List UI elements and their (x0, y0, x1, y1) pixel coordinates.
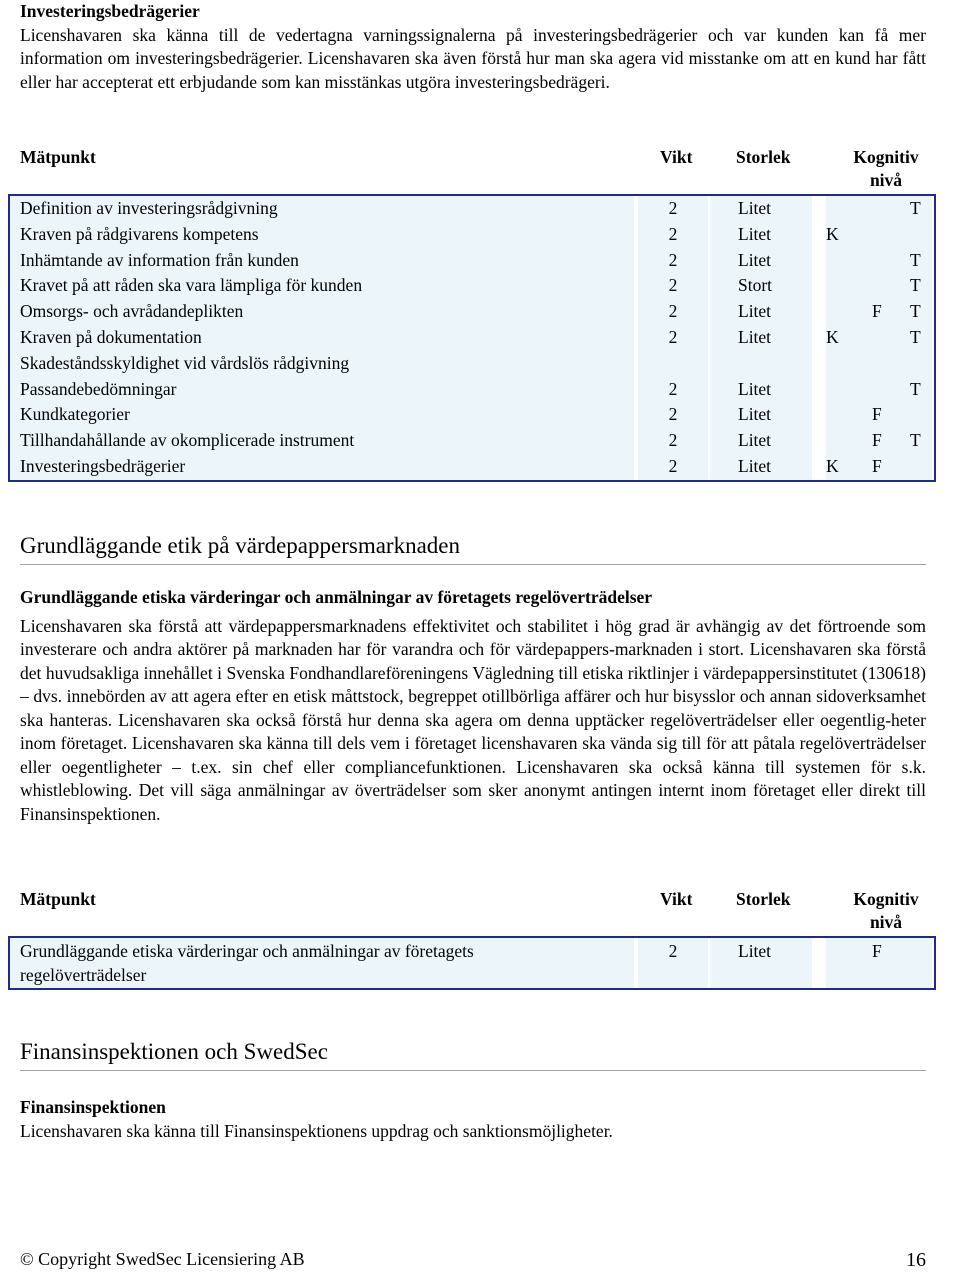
row-label (10, 938, 636, 988)
row-f: F (826, 938, 932, 988)
row-f (872, 351, 892, 377)
row-label: Kravet på att råden ska vara lämpliga för kunden (10, 273, 636, 299)
table-row (10, 377, 934, 403)
section3-text: Licenshavaren ska känna till Finansinspektionens uppdrag och sanktionsmöjligheter. (20, 1120, 613, 1141)
intro-text: Licenshavaren ska känna till de vedertagna varningssignalerna på investeringsbedrägerier och var kunden kan få mer information om investeringsbedrägerier. Licenshavaren ska även förstå hur man ska agera vid misstanke om att en kund har fått eller har accepterat ett erbjudande som kan misstänkas utgöra investeringsbedrägeri. (20, 24, 926, 92)
row-label: Passandebedömningar (10, 377, 636, 403)
header-kognitiv: Kognitiv (853, 147, 919, 167)
row-storlek (710, 351, 812, 377)
row-label: Kraven på rådgivarens kompetens (10, 222, 636, 248)
row-k: K (826, 454, 846, 480)
table-row (10, 222, 934, 248)
row-vikt: 2 (638, 938, 708, 988)
row-f: F (872, 299, 892, 325)
table-row (10, 273, 934, 299)
header-storlek: Storlek (736, 889, 791, 909)
row-vikt: 2 (638, 248, 708, 274)
header-niva: nivå (869, 170, 903, 190)
row-label-line1: Grundläggande etiska värderingar och anmälningar av företagets (20, 941, 474, 961)
row-t (910, 351, 932, 377)
row-t: T (910, 248, 932, 274)
row-t: T (910, 428, 932, 454)
row-vikt: 2 (638, 325, 708, 351)
table-row (10, 299, 934, 325)
row-t (910, 222, 932, 248)
row-label: Inhämtande av information från kunden (10, 248, 636, 274)
row-storlek: Stort (710, 273, 812, 299)
row-t: T (910, 377, 932, 403)
row-f (872, 273, 892, 299)
row-k (826, 299, 846, 325)
row-f (872, 248, 892, 274)
row-vikt: 2 (638, 273, 708, 299)
row-k: K (826, 325, 846, 351)
table-row (10, 428, 934, 454)
header-matpunkt: Mätpunkt (20, 147, 96, 167)
section2-body (20, 586, 926, 826)
table-row (10, 454, 934, 480)
section3-body (20, 1096, 926, 1143)
row-f (872, 325, 892, 351)
row-label: Investeringsbedrägerier (10, 454, 636, 480)
row-storlek: Litet (710, 377, 812, 403)
row-storlek: Litet (710, 454, 812, 480)
row-vikt: 2 (638, 222, 708, 248)
row-f: F (872, 454, 892, 480)
header-kognitiv: Kognitiv (853, 889, 919, 909)
table-row (10, 938, 934, 988)
row-label: Kraven på dokumentation (10, 325, 636, 351)
header-storlek: Storlek (736, 147, 791, 167)
row-f (872, 222, 892, 248)
intro-section (20, 0, 926, 94)
section3-subheading: Finansinspektionen (20, 1097, 166, 1117)
table-row (10, 325, 934, 351)
row-k (826, 273, 846, 299)
row-f (872, 377, 892, 403)
row-label-line2: regelöverträdelser (20, 964, 147, 985)
row-vikt: 2 (638, 196, 708, 222)
intro-heading: Investeringsbedrägerier (20, 1, 200, 21)
row-t (910, 402, 932, 428)
row-t (910, 454, 932, 480)
header-vikt: Vikt (660, 889, 693, 909)
row-storlek: Litet (710, 222, 812, 248)
table-row (10, 351, 934, 377)
row-k (826, 351, 846, 377)
row-storlek: Litet (710, 196, 812, 222)
section-title: Finansinspektionen och SwedSec (20, 1038, 926, 1071)
row-label: Definition av investeringsrådgivning (10, 196, 636, 222)
row-t: T (910, 299, 932, 325)
row-storlek: Litet (710, 325, 812, 351)
row-k (826, 377, 846, 403)
row-vikt: 2 (638, 377, 708, 403)
table2 (8, 936, 936, 990)
row-t: T (910, 325, 932, 351)
row-label: Skadeståndsskyldighet vid vårdslös rådgivning (10, 351, 636, 377)
row-vikt: 2 (638, 454, 708, 480)
header-matpunkt: Mätpunkt (20, 889, 96, 909)
table-row (10, 196, 934, 222)
table-row (10, 402, 934, 428)
row-storlek: Litet (710, 299, 812, 325)
row-storlek: Litet (710, 402, 812, 428)
row-f: F (872, 428, 892, 454)
table-row (10, 248, 934, 274)
row-t: T (910, 273, 932, 299)
row-vikt: 2 (638, 402, 708, 428)
header-niva: nivå (869, 912, 903, 932)
row-vikt (638, 351, 708, 377)
section2-text: Licenshavaren ska förstå att värdepappersmarknadens effektivitet och stabilitet i hög grad är avhängig av det förtroende som investerare och andra aktörer på marknaden har för varandra och för värdepappers-marknaden i stort. Licenshavaren ska förstå det huvudsakliga innehållet i Svenska Fondhandlareföreningens Vägledning till etiska riktlinjer i värdepappersinstitutet (130618) – dvs. innebörden av att agera efter en etisk måttstock, begreppet otillbörliga affärer och hur bisysslor och annan sidoverksamhet ska hanteras. Licenshavaren ska också förstå hur denna ska agera om denna upptäcker regelöverträdelser eller oegentlig-heter inom företaget. Licenshavaren ska känna till dels vem i företaget licenshavaren ska vända sig till för att påtala regelöverträdelser eller oegentligheter – t.ex. sin chef eller compliancefunktionen. Licenshavaren ska också känna till systemen för s.k. whistleblowing. Det vill säga anmälningar av överträdelser som sker anonymt antingen internt inom företaget eller direkt till Finansinspektionen. (20, 615, 926, 824)
table2-header (20, 888, 926, 938)
row-label: Omsorgs- och avrådandeplikten (10, 299, 636, 325)
row-f: F (872, 402, 892, 428)
table1-header (20, 146, 926, 196)
row-vikt: 2 (638, 299, 708, 325)
section-title: Grundläggande etik på värdepappersmarknaden (20, 532, 926, 565)
row-k (826, 248, 846, 274)
row-storlek: Litet (710, 248, 812, 274)
row-k (826, 428, 846, 454)
row-storlek: Litet (710, 428, 812, 454)
footer-copyright: © Copyright SwedSec Licensiering AB (20, 1249, 305, 1269)
row-f (872, 196, 892, 222)
page-number: 16 (906, 1249, 926, 1271)
row-storlek: Litet (710, 938, 812, 988)
row-k (826, 402, 846, 428)
section2-subheading: Grundläggande etiska värderingar och anmälningar av företagets regelöverträdelser (20, 587, 653, 607)
row-t: T (910, 196, 932, 222)
table1 (8, 194, 936, 482)
row-label: Tillhandahållande av okomplicerade instrument (10, 428, 636, 454)
row-k (826, 196, 846, 222)
row-vikt: 2 (638, 428, 708, 454)
row-label: Kundkategorier (10, 402, 636, 428)
header-vikt: Vikt (660, 147, 693, 167)
row-k: K (826, 222, 846, 248)
